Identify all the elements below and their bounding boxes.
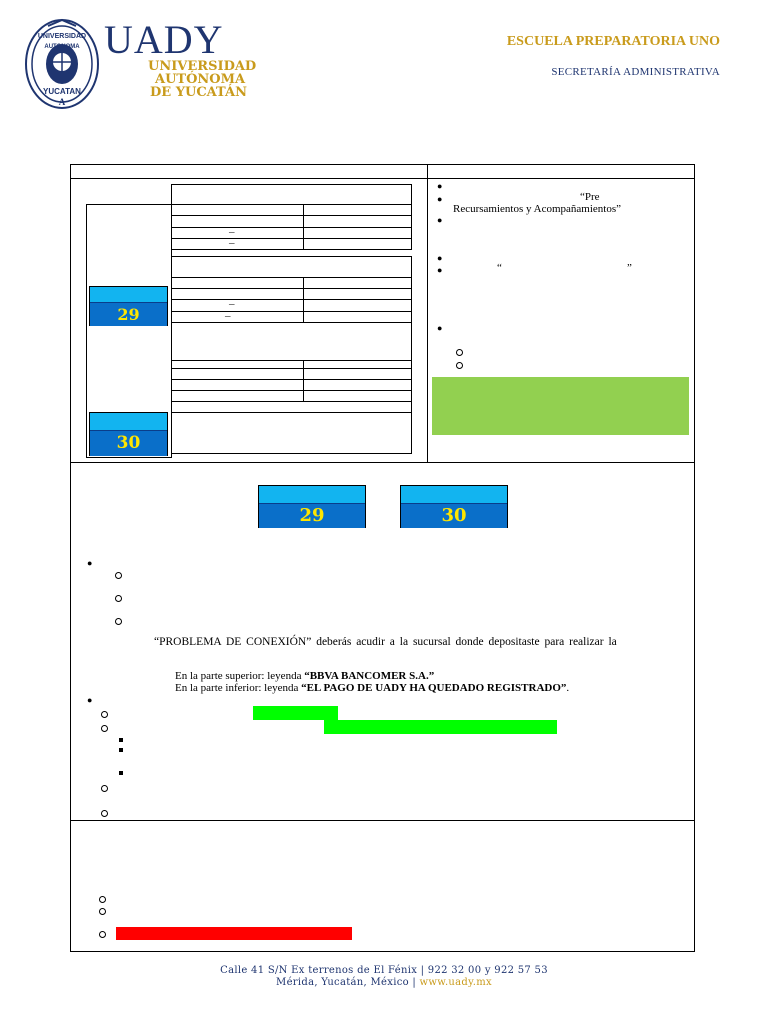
table2-row [171, 368, 412, 369]
university-line-2: AUTÓNOMA [155, 72, 246, 87]
table2-row [171, 322, 412, 323]
university-line-1: UNIVERSIDAD [148, 59, 257, 74]
sub-bullet-circle [101, 711, 108, 718]
svg-text:AUTONOMA: AUTONOMA [44, 44, 80, 50]
schedule-table-2 [171, 256, 412, 454]
bullet-dot: ● [437, 323, 443, 333]
top-legend-line: En la parte superior: leyenda “BBVA BANCOMER S.A.” [175, 670, 435, 682]
table2-row [171, 277, 412, 278]
sub-bullet-circle [99, 908, 106, 915]
table2-row [171, 311, 412, 312]
department-name: SECRETARÍA ADMINISTRATIVA [551, 66, 720, 78]
quote-pre-line2: Recursamientos y Acompañamientos” [453, 203, 622, 215]
sub-bullet-circle [99, 931, 106, 938]
university-seal-icon [24, 16, 100, 112]
sub-bullet-circle [115, 618, 122, 625]
sub-bullet-circle [115, 572, 122, 579]
table2-row [171, 360, 412, 361]
open-quote: “ [497, 262, 502, 274]
date-badge-30-center: 30 [400, 485, 508, 528]
dash-mark: – [225, 310, 231, 322]
table1-row [86, 204, 412, 205]
table1-row [171, 215, 412, 216]
bullet-dot: ● [437, 253, 443, 263]
sub-bullet-circle [115, 595, 122, 602]
green-highlight-bar [253, 706, 338, 720]
bullet-dot: ● [437, 181, 443, 191]
bullet-dot: ● [437, 265, 443, 275]
university-line-3: DE YUCATÁN [150, 85, 247, 100]
bullet-dot: ● [437, 194, 443, 204]
date-badge-29-center: 29 [258, 485, 366, 528]
footer-location: Mérida, Yucatán, México | www.uady.mx [276, 977, 492, 988]
green-highlight-block [432, 377, 689, 435]
sub-bullet-circle [456, 349, 463, 356]
brand-title: UADY [104, 17, 224, 62]
table2-row [171, 390, 412, 391]
bullet-dot: ● [437, 215, 443, 225]
date-badge-30-left: 30 [89, 412, 168, 456]
footer-address: Calle 41 S/N Ex terrenos de El Fénix | 922 32 00 y 922 57 53 [220, 965, 548, 976]
table1-row [171, 238, 412, 239]
bullet-dot: ● [87, 695, 93, 705]
table2-row [171, 288, 412, 289]
quote-pre-text: “Pre [580, 191, 600, 203]
svg-text:UNIVERSIDAD: UNIVERSIDAD [37, 33, 87, 40]
school-name: ESCUELA PREPARATORIA UNO [506, 34, 720, 49]
dash-mark: – [229, 237, 235, 249]
sub-bullet-circle [99, 896, 106, 903]
green-highlight-bar [324, 720, 557, 734]
section2-bottom-divider [70, 820, 695, 821]
dash-mark: – [229, 298, 235, 310]
section1-bottom-divider [70, 462, 695, 463]
schedule-table-1 [171, 184, 412, 250]
square-bullet [119, 738, 123, 742]
sub-bullet-circle [101, 810, 108, 817]
dash-mark: – [229, 226, 235, 238]
top-column-divider [427, 164, 428, 462]
table1-row [171, 227, 412, 228]
bottom-legend-line: En la parte inferior: leyenda “EL PAGO DE UADY HA QUEDADO REGISTRADO”. [175, 682, 570, 694]
table2-col [303, 360, 304, 401]
table2-row [171, 401, 412, 402]
connection-problem-text: “PROBLEMA DE CONEXIÓN” deberás acudir a la sucursal donde depositaste para realizar la [154, 636, 617, 648]
footer-website-link[interactable]: www.uady.mx [419, 977, 492, 988]
table2-row [171, 299, 412, 300]
square-bullet [119, 748, 123, 752]
date-badge-29-left: 29 [89, 286, 168, 326]
table2-row [171, 379, 412, 380]
sub-bullet-circle [101, 785, 108, 792]
square-bullet [119, 771, 123, 775]
sub-bullet-circle [101, 725, 108, 732]
table2-row [171, 412, 412, 413]
svg-text:A: A [58, 97, 66, 107]
close-quote: ” [627, 262, 632, 274]
header-row-divider [70, 178, 695, 179]
table1-col [303, 204, 304, 250]
red-highlight-bar [116, 927, 352, 940]
table2-col [303, 277, 304, 322]
sub-bullet-circle [456, 362, 463, 369]
svg-text:YUCATAN: YUCATAN [43, 87, 81, 96]
bullet-dot: ● [87, 558, 93, 568]
